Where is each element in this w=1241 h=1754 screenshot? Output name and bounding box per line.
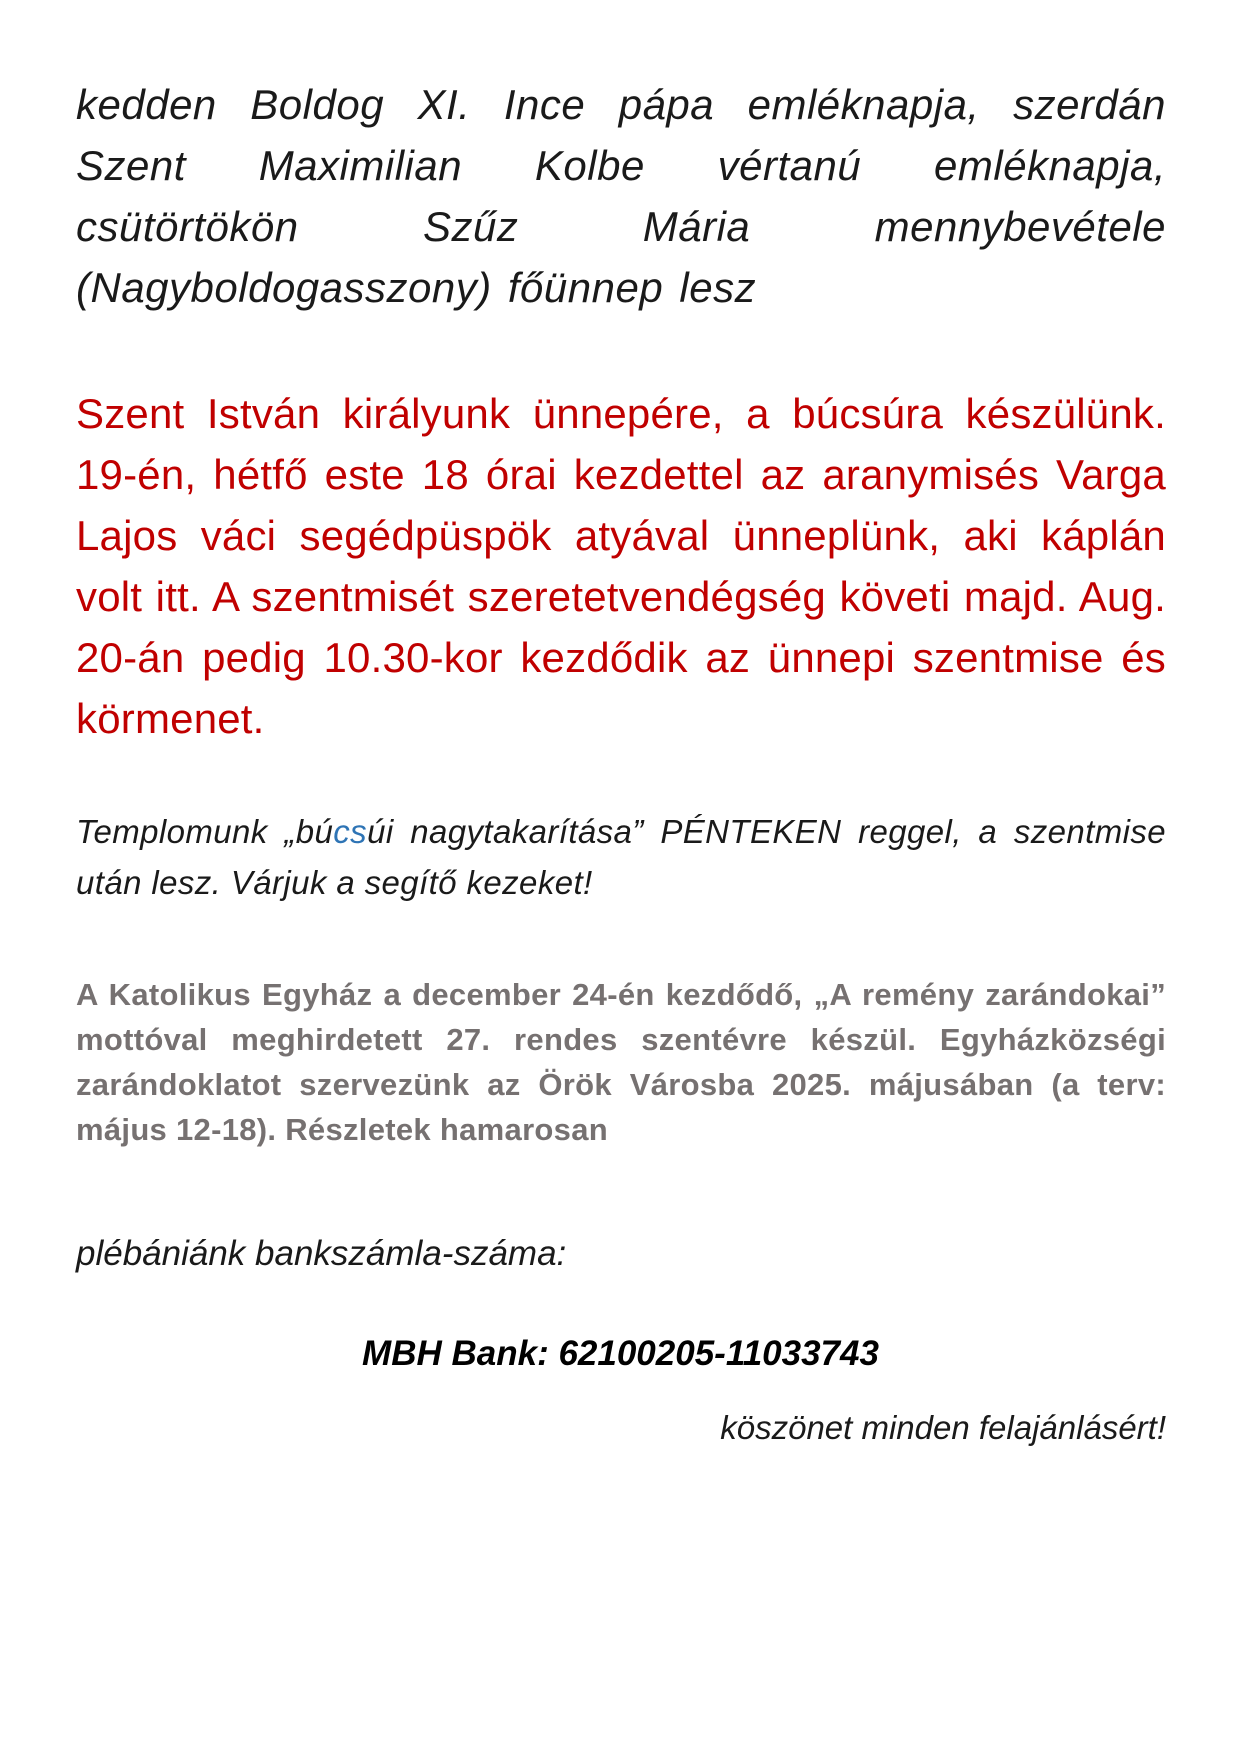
- patronal-feast-paragraph: Szent István királyunk ünnepére, a búcsúra készülünk. 19-én, hétfő este 18 órai kezdettel az aranymisés Varga Lajos váci segédpüspök atyával ünneplünk, aki káplán volt itt. A szentmisét szeretetvendégség követi majd. Aug. 20-án pedig 10.30-kor kezdődik az ünnepi szentmise és körmenet.: [76, 390, 1166, 742]
- bank-account-label: plébániánk bankszámla-száma:: [76, 1234, 567, 1273]
- cleaning-text-end: úi nagytakarítása” PÉNTEKEN reggel, a szentmise után lesz. Várjuk a segítő kezeket!: [76, 813, 1166, 901]
- bank-account-number: MBH Bank: 62100205-11033743: [362, 1334, 879, 1373]
- thanks-note: köszönet minden felajánlásért!: [720, 1409, 1166, 1446]
- cleaning-paragraph: [76, 806, 1166, 908]
- cleaning-text-start: Templomunk „bú: [76, 813, 334, 850]
- jubilee-paragraph: A Katolikus Egyház a december 24-én kezdődő, „A remény zarándokai” mottóval meghirdetett 27. rendes szentévre készül. Egyházközségi zarándoklatot szervezünk az Örök Városba 2025. májusában (a terv: május 12-18). Részletek hamarosan: [76, 977, 1166, 1147]
- cleaning-highlight: cs: [333, 813, 368, 850]
- feasts-paragraph: kedden Boldog XI. Ince pápa emléknapja, szerdán Szent Maximilian Kolbe vértanú emléknapja, csütörtökön Szűz Mária mennybevétele (Nagyboldogasszony) főünnep lesz: [76, 81, 1166, 311]
